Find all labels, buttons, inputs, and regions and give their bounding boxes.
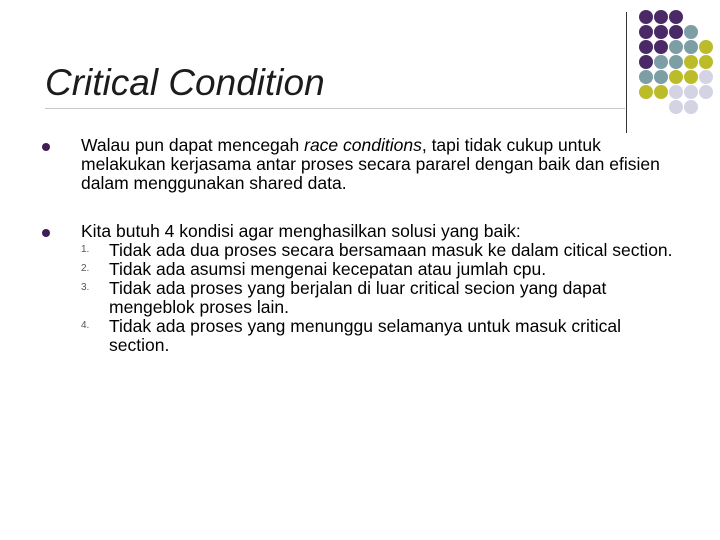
dot — [699, 55, 713, 69]
title-underline — [45, 108, 625, 109]
dot — [639, 85, 653, 99]
dot — [699, 85, 713, 99]
dot — [669, 25, 683, 39]
list-marker: 1. — [81, 244, 90, 255]
dot — [669, 85, 683, 99]
list-item — [81, 317, 680, 355]
list-marker: 2. — [81, 263, 90, 274]
bullet-emphasis: race conditions — [304, 135, 422, 155]
list-marker: 4. — [81, 320, 90, 331]
decorative-dot-grid — [639, 10, 715, 106]
dot — [639, 55, 653, 69]
vertical-divider — [626, 12, 627, 133]
bullet-item — [40, 136, 680, 193]
dot — [639, 40, 653, 54]
dot — [654, 10, 668, 24]
list-item — [81, 241, 680, 260]
bullet-text: Kita butuh 4 kondisi agar menghasilkan solusi yang baik: — [81, 221, 521, 241]
dot — [654, 85, 668, 99]
dot — [669, 100, 683, 114]
list-item-text: Tidak ada proses yang menunggu selamanya untuk masuk critical section. — [109, 316, 621, 355]
dot — [684, 70, 698, 84]
dot — [669, 10, 683, 24]
dot — [654, 25, 668, 39]
dot — [699, 70, 713, 84]
list-item — [81, 279, 680, 317]
bullet-text — [81, 135, 660, 193]
bullet-text-end: , tapi tidak cukup untuk melakukan kerjasama antar proses secara pararel dengan baik dan efisien dalam menggunakan shared data. — [81, 135, 660, 193]
dot — [684, 25, 698, 39]
dot — [684, 40, 698, 54]
dot — [639, 10, 653, 24]
slide-title: Critical Condition — [45, 62, 325, 103]
dot — [669, 40, 683, 54]
bullet-item — [40, 222, 680, 355]
list-item-text: Tidak ada asumsi mengenai kecepatan atau jumlah cpu. — [109, 259, 547, 279]
bullet-text-start: Walau pun dapat mencegah — [81, 135, 305, 155]
dot — [669, 55, 683, 69]
numbered-list — [81, 241, 680, 355]
bullet-dot-icon — [42, 229, 50, 237]
dot — [639, 70, 653, 84]
dot — [684, 100, 698, 114]
list-marker: 3. — [81, 282, 90, 293]
dot — [639, 25, 653, 39]
dot — [654, 55, 668, 69]
dot — [684, 55, 698, 69]
dot — [684, 85, 698, 99]
bullet-dot-icon — [42, 143, 50, 151]
slide-content — [40, 136, 680, 384]
dot — [669, 70, 683, 84]
list-item-text: Tidak ada dua proses secara bersamaan masuk ke dalam citical section. — [109, 240, 673, 260]
list-item-text: Tidak ada proses yang berjalan di luar critical secion yang dapat mengeblok proses lain. — [109, 278, 607, 317]
list-item — [81, 260, 680, 279]
dot — [654, 40, 668, 54]
dot — [654, 70, 668, 84]
dot — [699, 40, 713, 54]
